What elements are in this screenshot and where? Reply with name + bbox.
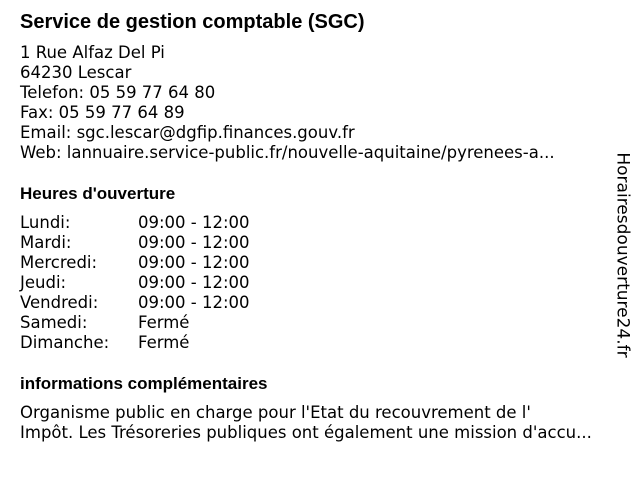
hours-value: 09:00 - 12:00 xyxy=(138,233,250,252)
day-label: Mercredi: xyxy=(20,253,98,272)
page-title: Service de gestion comptable (SGC) xyxy=(20,11,365,33)
day-label: Dimanche: xyxy=(20,333,110,352)
day-label: Mardi: xyxy=(20,233,72,252)
info-line: Organisme public en charge pour l'Etat du recouvrement de l' xyxy=(20,403,531,422)
day-label: Jeudi: xyxy=(20,273,67,292)
hours-value: 09:00 - 12:00 xyxy=(138,293,250,312)
day-label: Samedi: xyxy=(20,313,88,332)
address-city: 64230 Lescar xyxy=(20,63,132,82)
opening-hours-heading: Heures d'ouverture xyxy=(20,184,176,203)
website-address: Web: lannuaire.service-public.fr/nouvelle-aquitaine/pyrenees-a... xyxy=(20,143,555,162)
info-line: Impôt. Les Trésoreries publiques ont également une mission d'accu... xyxy=(20,423,592,442)
hours-value: 09:00 - 12:00 xyxy=(138,213,250,232)
address-street: 1 Rue Alfaz Del Pi xyxy=(20,43,165,62)
day-label: Vendredi: xyxy=(20,293,99,312)
additional-info-text xyxy=(20,403,592,443)
hours-value: Fermé xyxy=(138,313,190,332)
site-brand-text: Horairesdouverture24.fr xyxy=(613,152,633,358)
site-brand-watermark xyxy=(612,135,634,375)
day-label: Lundi: xyxy=(20,213,71,232)
hours-value: 09:00 - 12:00 xyxy=(138,273,250,292)
hours-value: 09:00 - 12:00 xyxy=(138,253,250,272)
phone-number: Telefon: 05 59 77 64 80 xyxy=(20,83,216,102)
fax-number: Fax: 05 59 77 64 89 xyxy=(20,103,185,122)
email-address: Email: sgc.lescar@dgfip.finances.gouv.fr xyxy=(20,123,355,142)
additional-info-heading: informations complémentaires xyxy=(20,374,268,393)
hours-value: Fermé xyxy=(138,333,190,352)
contact-block xyxy=(20,43,555,163)
